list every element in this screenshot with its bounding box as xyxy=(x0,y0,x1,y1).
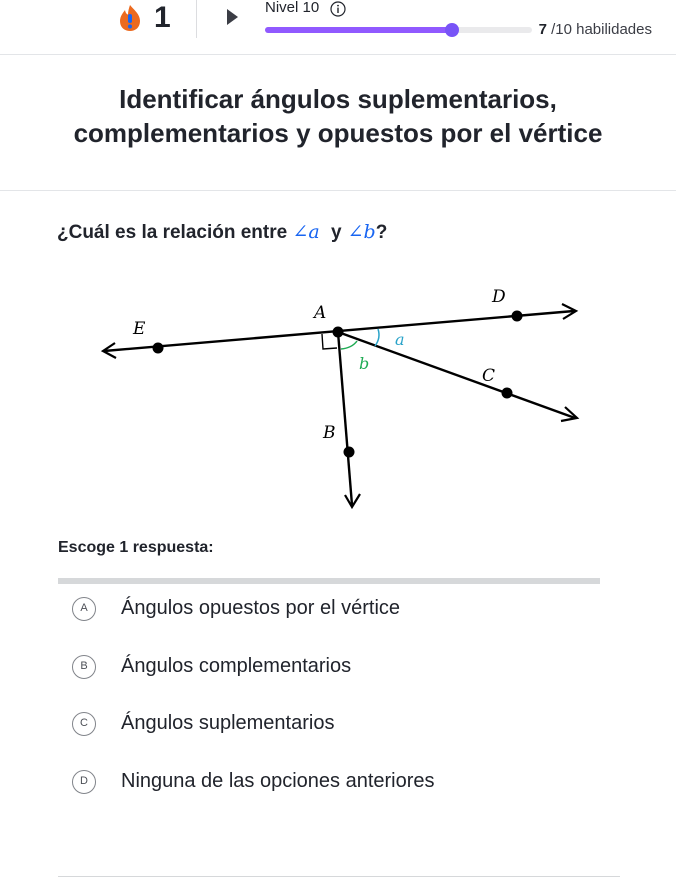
angle-a-arc xyxy=(375,329,379,346)
info-icon[interactable] xyxy=(330,1,346,17)
point-d xyxy=(512,311,523,322)
title-divider xyxy=(0,190,676,191)
exercise-title-line2: complementarios y opuestos por el vértice xyxy=(73,118,603,148)
angle-b-label: ∠b xyxy=(347,221,376,243)
choice-b-letter: B xyxy=(72,655,96,679)
level-label: Nivel 10 xyxy=(265,0,320,16)
answer-prompt: Escoge 1 respuesta: xyxy=(58,539,214,556)
angle-a-label: ∠a xyxy=(292,221,320,243)
streak-count: 1 xyxy=(154,1,171,34)
level-progress-knob xyxy=(445,23,459,37)
question-prefix: ¿Cuál es la relación entre xyxy=(57,222,288,243)
point-c xyxy=(502,388,513,399)
question-suffix: ? xyxy=(375,222,388,243)
exercise-title-line1: Identificar ángulos suplementarios, xyxy=(119,84,557,114)
streak-flame-icon xyxy=(118,4,142,32)
choice-a-letter: A xyxy=(72,597,96,621)
choice-d[interactable] xyxy=(70,765,590,805)
choice-b-text: Ángulos complementarios xyxy=(121,655,352,677)
choice-c-text: Ángulos suplementarios xyxy=(121,712,335,734)
geometry-figure xyxy=(98,280,588,512)
label-b: B xyxy=(323,423,336,443)
choice-c[interactable] xyxy=(70,707,590,747)
ray-ab xyxy=(338,332,352,505)
choice-a[interactable] xyxy=(70,592,590,632)
point-b xyxy=(344,447,355,458)
play-icon[interactable] xyxy=(226,9,238,25)
exercise-title xyxy=(0,82,676,150)
question-connector: y xyxy=(331,222,342,243)
header-divider xyxy=(196,0,197,38)
answers-divider xyxy=(58,578,600,584)
choice-d-letter: D xyxy=(72,770,96,794)
top-bar xyxy=(0,0,676,55)
point-a xyxy=(333,327,344,338)
bottom-divider xyxy=(58,876,620,877)
question xyxy=(57,218,387,247)
point-e xyxy=(153,343,164,354)
choice-a-text: Ángulos opuestos por el vértice xyxy=(121,597,401,619)
ray-ac xyxy=(338,332,575,418)
skills-total: /10 habilidades xyxy=(551,21,652,38)
choice-d-text: Ninguna de las opciones anteriores xyxy=(121,770,435,792)
label-a: A xyxy=(314,303,327,323)
angle-b-arc xyxy=(341,341,357,349)
skills-current: 7 xyxy=(538,21,547,38)
label-e: E xyxy=(133,319,146,339)
level-progress-fill xyxy=(265,27,452,33)
choice-c-letter: C xyxy=(72,712,96,736)
choice-b[interactable] xyxy=(70,650,590,690)
level-progress-bar xyxy=(265,27,532,33)
label-d: D xyxy=(492,287,506,307)
angle-b-symbol: b xyxy=(359,354,370,373)
label-c: C xyxy=(482,366,496,386)
angle-a-symbol: a xyxy=(395,330,405,349)
skills-progress-label xyxy=(539,21,652,39)
